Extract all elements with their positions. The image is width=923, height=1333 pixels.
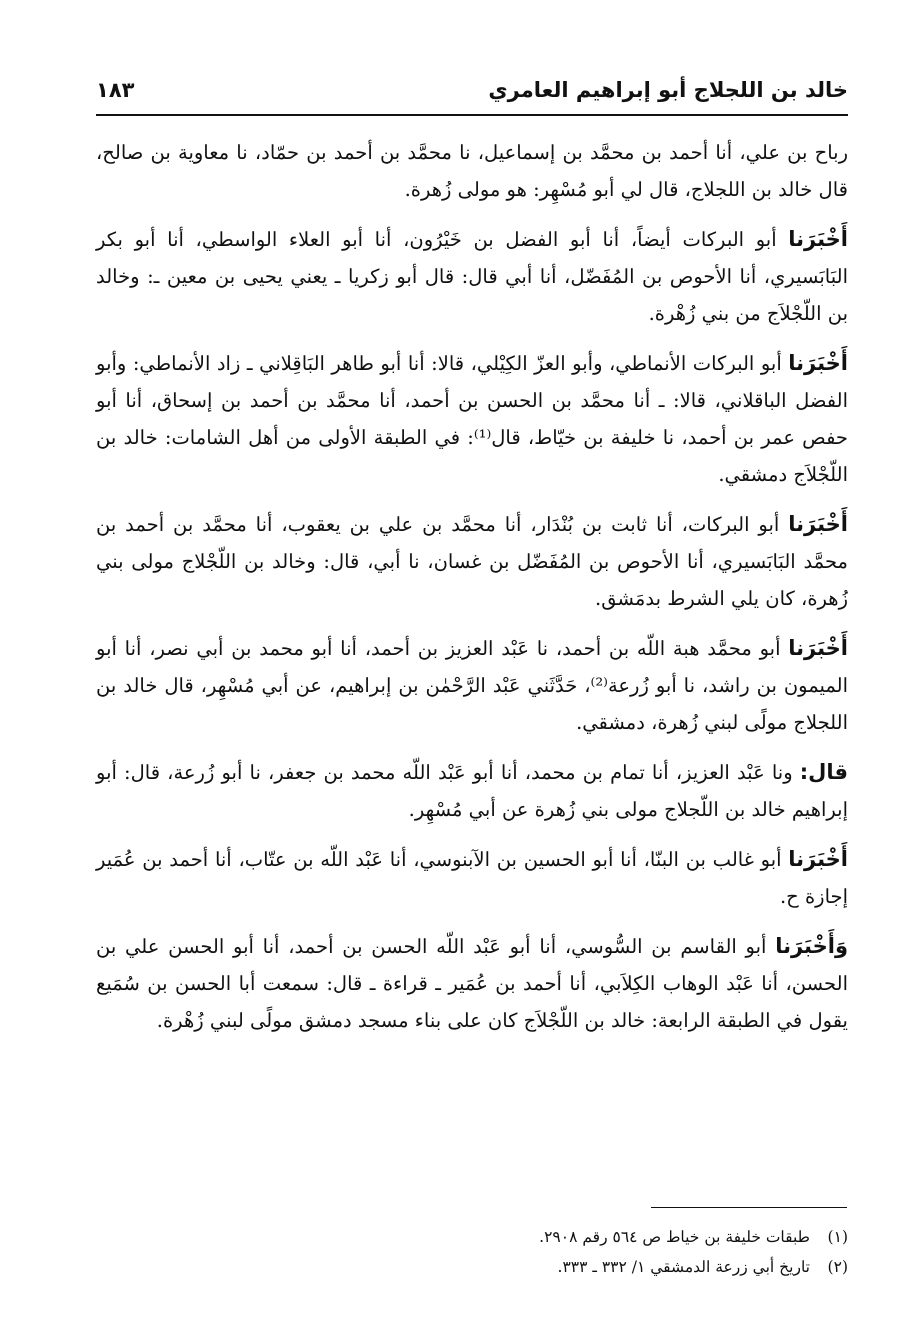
running-header xyxy=(96,74,848,114)
footnotes xyxy=(96,1222,848,1282)
paragraph-keyword: أَخْبَرَنا xyxy=(788,847,848,871)
running-title: خالد بن اللجلاج أبو إبراهيم العامري xyxy=(488,78,848,102)
paragraph-text: أبو البركات، أنا ثابت بن بُنْدَار، أنا محمَّد بن علي بن يعقوب، أنا محمَّد بن أحمد بن محمَّد البَابَسيري، أنا الأحوص بن المُفَضّل بن غسان، نا أبي، قال: وخالد بن اللّجْلاج مولى بني زُهرة، كان يلي الشرط بدمَشق. xyxy=(96,513,848,610)
paragraph-keyword: أَخْبَرَنا xyxy=(788,227,848,251)
footnote-text: طبقات خليفة بن خياط ص ٥٦٤ رقم ٢٩٠٨. xyxy=(539,1228,810,1246)
paragraph-keyword: قال: xyxy=(799,760,848,784)
paragraph-keyword: أَخْبَرَنا xyxy=(788,636,848,660)
footnote-text: تاريخ أبي زرعة الدمشقي ١/ ٣٣٢ ـ ٣٣٣. xyxy=(557,1258,810,1276)
paragraph-text: أبو البركات أيضاً، أنا أبو الفضل بن خَيْرُون، أنا أبو العلاء الواسطي، أنا أبو بكر البَابَسيري، أنا الأحوص بن المُفَضّل، أنا أبي قال: قال أبو زكريا ـ يعني يحيى بن معين ـ: وخالد بن اللّجْلاَج من بني زُهْرة. xyxy=(96,228,848,325)
footnote xyxy=(96,1252,848,1282)
paragraph xyxy=(96,754,848,828)
paragraph xyxy=(96,841,848,915)
paragraph-keyword: وَأَخْبَرَنا xyxy=(775,934,848,958)
paragraph xyxy=(96,345,848,493)
paragraph-text: ونا عَبْد العزيز، أنا تمام بن محمد، أنا أبو عَبْد اللّه محمد بن جعفر، نا أبو زُرعة، قال: أبو إبراهيم خالد بن اللّجلاج مولى بني زُهرة عن أبي مُسْهِر. xyxy=(96,761,848,821)
footnote xyxy=(96,1222,848,1252)
paragraph-text: أبو غالب بن البنّا، أنا أبو الحسين بن الآبنوسي، أنا عَبْد اللّه بن عتّاب، أنا أحمد بن عُمَير إجازة ح. xyxy=(96,848,848,908)
footnote-separator xyxy=(651,1207,847,1208)
footnote-number: (١) xyxy=(827,1228,848,1246)
footnote-number: (٢) xyxy=(827,1258,848,1276)
paragraph-text: أبو محمَّد هبة اللّه بن أحمد، نا عَبْد العزيز بن أحمد، أنا أبو محمد بن أبي نصر، أنا أبو الميمون بن راشد، نا أبو زُرعة⁽²⁾، حَدَّثَني عَبْد الرَّحْمٰن بن إبراهيم، عن أبي مُسْهِر، قال خالد بن اللجلاج مولًى لبني زُهرة، دمشقي. xyxy=(96,637,849,734)
paragraph xyxy=(96,134,848,208)
paragraph xyxy=(96,928,848,1039)
page-number: ١٨٣ xyxy=(96,78,135,102)
paragraph-text: أبو البركات الأنماطي، وأبو العزّ الكِيْلي، قالا: أنا أبو طاهر البَاقِلاني ـ زاد الأنماطي: وأبو الفضل الباقلاني، قالا: ـ أنا محمَّد بن الحسن بن أحمد، أنا محمَّد بن أحمد بن إسحاق، أنا أبو حفص عمر بن أحمد، نا خليفة بن خيّاط، قال⁽¹⁾: في الطبقة الأولى من أهل الشامات: خالد بن اللّجْلاَج دمشقي. xyxy=(96,352,848,486)
paragraph-keyword: أَخْبَرَنا xyxy=(788,351,848,375)
paragraph xyxy=(96,506,848,617)
paragraph xyxy=(96,221,848,332)
paragraph xyxy=(96,630,848,741)
header-rule xyxy=(96,114,848,116)
paragraph-text: رباح بن علي، أنا أحمد بن محمَّد بن إسماعيل، نا محمَّد بن أحمد بن حمّاد، نا معاوية بن صالح، قال خالد بن اللجلاج، قال لي أبو مُسْهِر: هو مولى زُهرة. xyxy=(96,141,848,201)
main-text xyxy=(96,134,848,1052)
paragraph-text: أبو القاسم بن السُّوسي، أنا أبو عَبْد اللّه الحسن بن أحمد، أنا أبو الحسن علي بن الحسن، أنا عَبْد الوهاب الكِلاَبي، أنا أحمد بن عُمَير ـ قراءة ـ قال: سمعت أبا الحسن بن سُمَيع يقول في الطبقة الرابعة: خالد بن اللّجْلاَج كان على بناء مسجد دمشق مولًى لبني زُهْرة. xyxy=(96,935,848,1032)
paragraph-keyword: أَخْبَرَنا xyxy=(788,512,848,536)
